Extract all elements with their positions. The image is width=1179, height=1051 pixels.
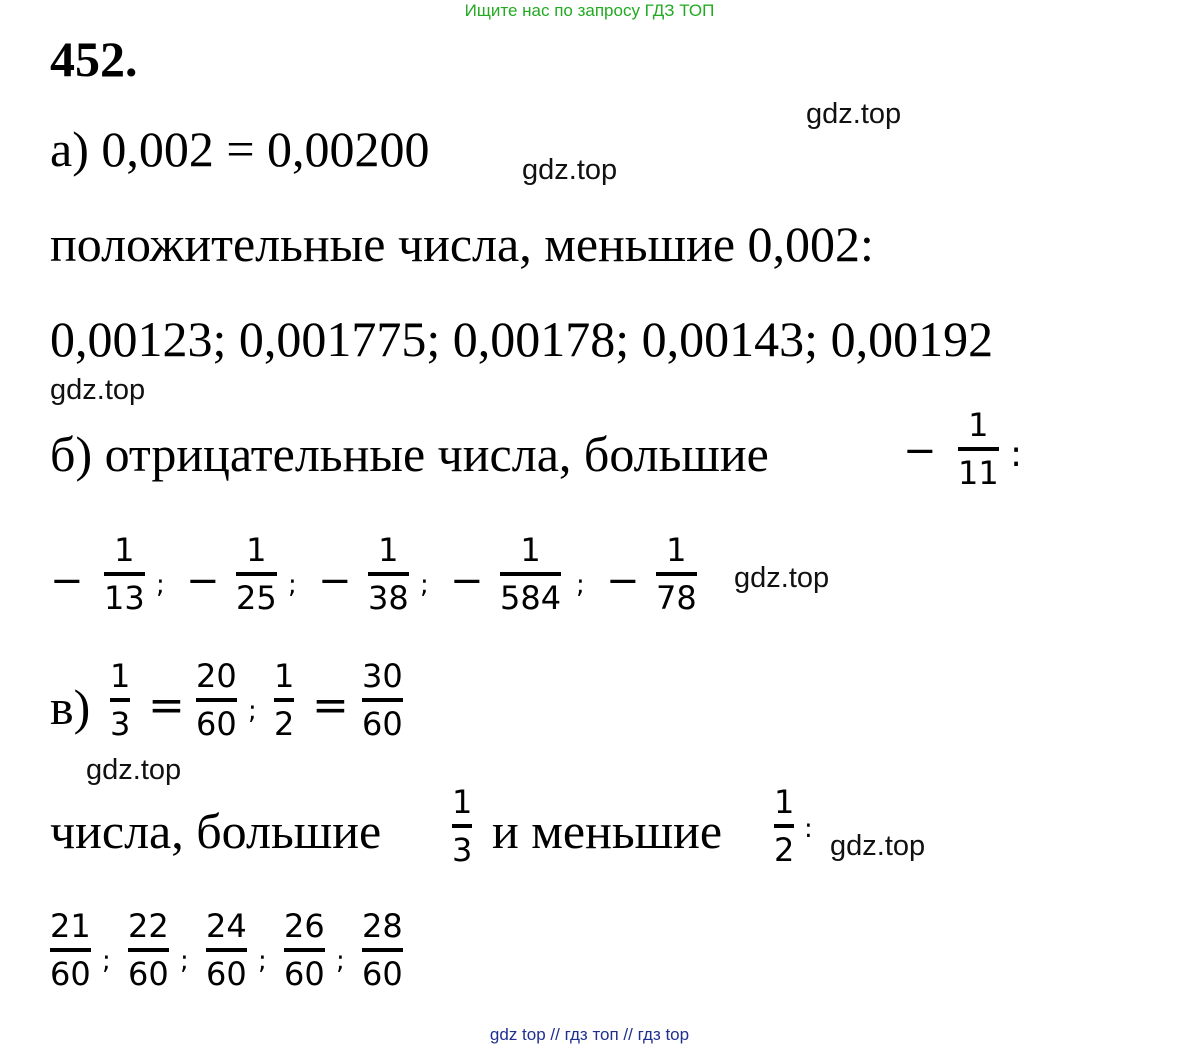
fraction bbox=[196, 656, 237, 744]
denominator: 60 bbox=[362, 955, 403, 993]
fraction bbox=[284, 906, 325, 994]
watermark: gdz.top bbox=[806, 98, 902, 130]
equals-sign: = bbox=[148, 680, 185, 731]
fraction bbox=[236, 530, 277, 618]
fraction bbox=[774, 782, 794, 870]
fraction-bar bbox=[284, 948, 325, 952]
top-banner: Ищите нас по запросу ГДЗ ТОП bbox=[464, 1, 715, 20]
fraction bbox=[206, 906, 247, 994]
part-b-statement: б) отрицательные числа, большие bbox=[50, 426, 769, 482]
denominator: 60 bbox=[206, 955, 247, 993]
fraction-bar bbox=[362, 698, 403, 702]
semicolon: ; bbox=[288, 570, 297, 600]
part-a-answer: 0,00123; 0,001775; 0,00178; 0,00143; 0,00192 bbox=[50, 311, 994, 367]
fraction-bar bbox=[128, 948, 169, 952]
numerator: 1 bbox=[666, 531, 687, 569]
numerator: 30 bbox=[362, 657, 403, 695]
minus-sign: − bbox=[450, 558, 484, 604]
fraction-bar bbox=[958, 447, 999, 451]
denominator: 2 bbox=[274, 705, 295, 743]
denominator: 13 bbox=[104, 579, 145, 617]
fraction bbox=[110, 656, 130, 744]
fraction bbox=[362, 656, 403, 744]
minus-sign: − bbox=[903, 428, 937, 474]
fraction-bar bbox=[104, 572, 145, 576]
denominator: 60 bbox=[128, 955, 169, 993]
fraction-bar bbox=[50, 948, 91, 952]
denominator: 60 bbox=[50, 955, 91, 993]
denominator: 584 bbox=[500, 579, 562, 617]
denominator: 11 bbox=[958, 454, 999, 492]
fraction bbox=[368, 530, 409, 618]
numerator: 1 bbox=[114, 531, 135, 569]
denominator: 78 bbox=[656, 579, 697, 617]
fraction bbox=[656, 530, 697, 618]
fraction-bar bbox=[368, 572, 409, 576]
fraction-bar bbox=[236, 572, 277, 576]
fraction-bar bbox=[206, 948, 247, 952]
denominator: 3 bbox=[110, 705, 131, 743]
part-v-statement-1: числа, большие bbox=[50, 803, 382, 859]
watermark: gdz.top bbox=[522, 154, 618, 186]
numerator: 21 bbox=[50, 907, 91, 945]
semicolon: ; bbox=[258, 946, 267, 976]
problem-number: 452. bbox=[50, 31, 138, 87]
minus-sign: − bbox=[606, 558, 640, 604]
fraction-bound bbox=[958, 405, 999, 493]
semicolon: ; bbox=[102, 946, 111, 976]
semicolon: ; bbox=[336, 946, 345, 976]
numerator: 1 bbox=[274, 657, 295, 695]
watermark: gdz.top bbox=[50, 374, 146, 406]
numerator: 1 bbox=[452, 783, 473, 821]
numerator: 28 bbox=[362, 907, 403, 945]
denominator: 60 bbox=[284, 955, 325, 993]
denominator: 38 bbox=[368, 579, 409, 617]
colon: : bbox=[1010, 434, 1023, 475]
denominator: 60 bbox=[196, 705, 237, 743]
semicolon: ; bbox=[156, 570, 165, 600]
minus-sign: − bbox=[50, 558, 84, 604]
semicolon: ; bbox=[576, 570, 585, 600]
fraction-bar bbox=[274, 698, 294, 702]
semicolon: ; bbox=[248, 696, 257, 726]
part-v-label: в) bbox=[50, 679, 91, 735]
numerator: 20 bbox=[196, 657, 237, 695]
part-a-equation: а) 0,002 = 0,00200 bbox=[50, 121, 430, 177]
numerator: 1 bbox=[378, 531, 399, 569]
minus-sign: − bbox=[318, 558, 352, 604]
denominator: 3 bbox=[452, 831, 473, 869]
denominator: 2 bbox=[774, 831, 795, 869]
fraction-bar bbox=[362, 948, 403, 952]
minus-sign: − bbox=[186, 558, 220, 604]
denominator: 25 bbox=[236, 579, 277, 617]
fraction bbox=[362, 906, 403, 994]
fraction bbox=[128, 906, 169, 994]
watermark: gdz.top bbox=[830, 830, 926, 862]
fraction-bar bbox=[452, 824, 472, 828]
fraction-bar bbox=[196, 698, 237, 702]
numerator: 24 bbox=[206, 907, 247, 945]
numerator: 1 bbox=[520, 531, 541, 569]
numerator: 1 bbox=[774, 783, 795, 821]
watermark: gdz.top bbox=[734, 562, 830, 594]
fraction bbox=[500, 530, 561, 618]
fraction bbox=[50, 906, 91, 994]
numerator: 1 bbox=[968, 406, 989, 444]
watermark: gdz.top bbox=[86, 754, 182, 786]
fraction bbox=[452, 782, 472, 870]
fraction-bar bbox=[774, 824, 794, 828]
colon: : bbox=[804, 814, 813, 844]
fraction-bar bbox=[500, 572, 561, 576]
fraction-bar bbox=[656, 572, 697, 576]
numerator: 26 bbox=[284, 907, 325, 945]
footer-text: gdz top // гдз топ // гдз top bbox=[489, 1025, 690, 1044]
denominator: 60 bbox=[362, 705, 403, 743]
numerator: 1 bbox=[246, 531, 267, 569]
semicolon: ; bbox=[420, 570, 429, 600]
equals-sign: = bbox=[312, 680, 349, 731]
fraction bbox=[104, 530, 145, 618]
fraction bbox=[274, 656, 294, 744]
part-a-statement: положительные числа, меньшие 0,002: bbox=[50, 216, 874, 272]
numerator: 22 bbox=[128, 907, 169, 945]
numerator: 1 bbox=[110, 657, 131, 695]
fraction-bar bbox=[110, 698, 130, 702]
semicolon: ; bbox=[180, 946, 189, 976]
part-v-statement-2: и меньшие bbox=[492, 803, 723, 859]
